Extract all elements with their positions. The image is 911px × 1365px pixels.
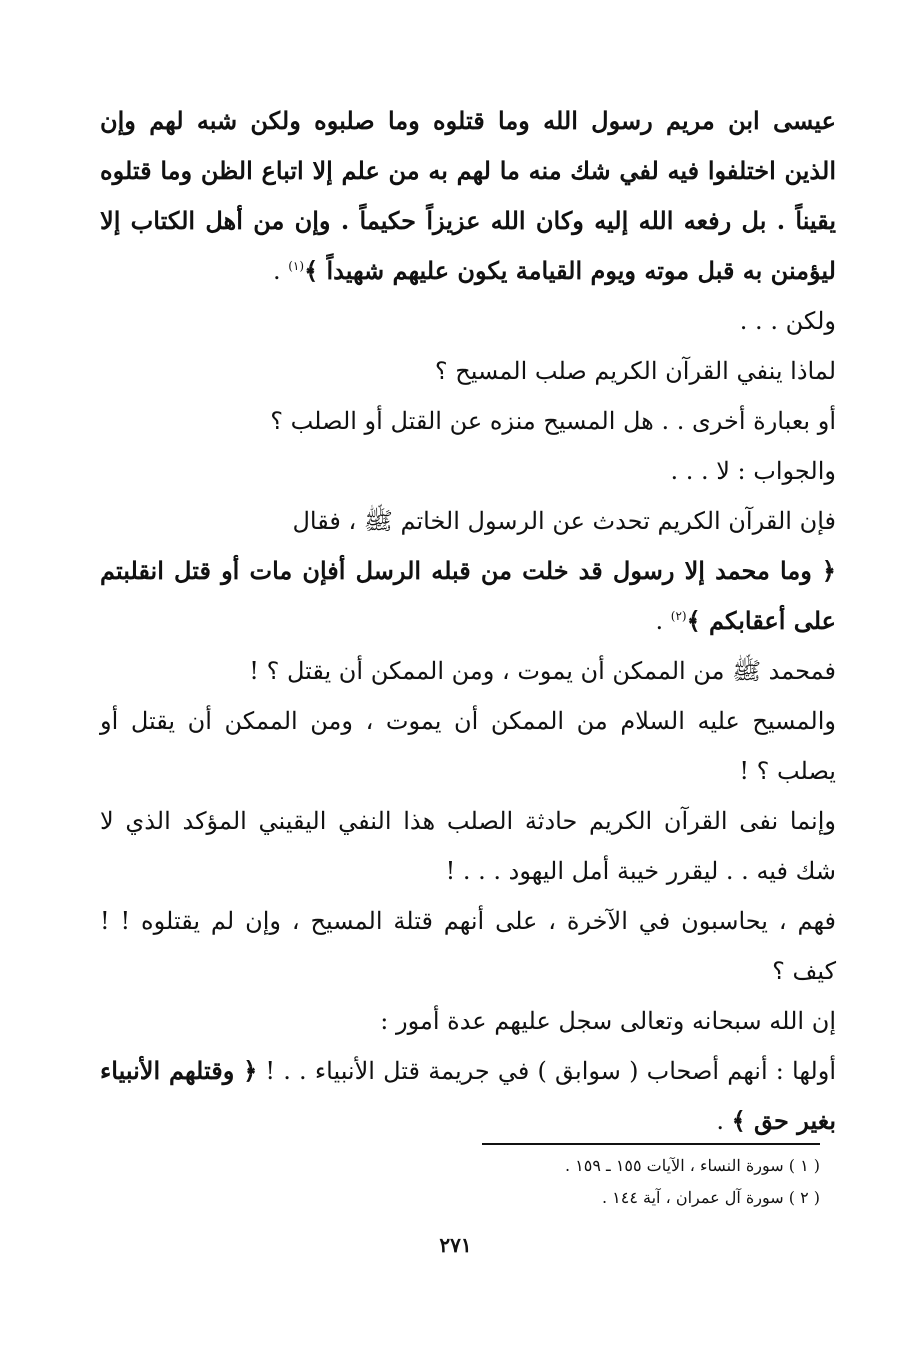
paragraph-answer: والجواب : لا . . . <box>670 457 836 485</box>
paragraph-rephrase: أو بعبارة أخرى . . هل المسيح منزه عن القتل أو الصلب ؟ <box>270 407 836 435</box>
footnote-ref-2: (٢) <box>670 609 687 623</box>
paragraph-muhammad: فمحمد ﷺ من الممكن أن يموت ، ومن الممكن أن يقتل ؟ ! <box>249 657 836 685</box>
footnote-divider <box>482 1143 820 1145</box>
paragraph-negation: وإنما نفى القرآن الكريم حادثة الصلب هذا النفي اليقيني المؤكد الذي لا شك فيه . . ليقرر خيبة أمل اليهود . . . ! <box>100 807 836 885</box>
paragraph-messiah: والمسيح عليه السلام من الممكن أن يموت ، ومن الممكن أن يقتل أو يصلب ؟ ! <box>100 707 836 785</box>
paragraph-but: ولكن . . . <box>739 307 836 335</box>
paragraph-first-matter <box>100 1046 836 1146</box>
period: . <box>272 257 289 285</box>
body-text <box>100 96 836 1146</box>
footnote-ref-1: (١) <box>288 259 305 273</box>
period: . <box>716 1107 732 1135</box>
period: . <box>655 607 671 635</box>
quran-quote-text: ﴿ وقتلهم الأنبياء بغير حق ﴾ <box>100 1056 836 1135</box>
footnote-2: ( ٢ ) سورة آل عمران ، آية ١٤٤ . <box>601 1188 820 1207</box>
paragraph-quran-quote-1 <box>100 96 836 296</box>
first-matter-text: أولها : أنهم أصحاب ( سوابق ) في جريمة قتل الأنبياء . . ! <box>257 1057 836 1085</box>
paragraph-matters: إن الله سبحانه وتعالى سجل عليهم عدة أمور : <box>380 1007 836 1035</box>
footnote-1: ( ١ ) سورة النساء ، الآيات ١٥٥ ـ ١٥٩ . <box>565 1156 820 1175</box>
paragraph-question: لماذا ينفي القرآن الكريم صلب المسيح ؟ <box>434 357 836 385</box>
paragraph-quran-prophet: فإن القرآن الكريم تحدث عن الرسول الخاتم ﷺ ، فقال <box>292 507 836 535</box>
quran-quote-text: ﴿ وما محمد إلا رسول قد خلت من قبله الرسل أفإن مات أو قتل انقلبتم على أعقابكم ﴾ <box>100 556 836 635</box>
paragraph-judgment: فهم ، يحاسبون في الآخرة ، على أنهم قتلة المسيح ، وإن لم يقتلوه ! ! كيف ؟ <box>100 907 836 985</box>
footnotes <box>300 1150 820 1214</box>
paragraph-quran-quote-2 <box>100 546 836 646</box>
page-number: ٢٧١ <box>439 1233 472 1257</box>
quran-quote-text: عيسى ابن مريم رسول الله وما قتلوه وما صلبوه ولكن شبه لهم وإن الذين اختلفوا فيه لفي شك منه ما لهم به من علم إلا اتباع الظن وما قتلوه يقيناً . بل رفعه الله إليه وكان الله عزيزاً حكيماً . وإن من أهل الكتاب إلا ليؤمنن به قبل موته ويوم القيامة يكون عليهم شهيداً ﴾ <box>100 106 836 285</box>
